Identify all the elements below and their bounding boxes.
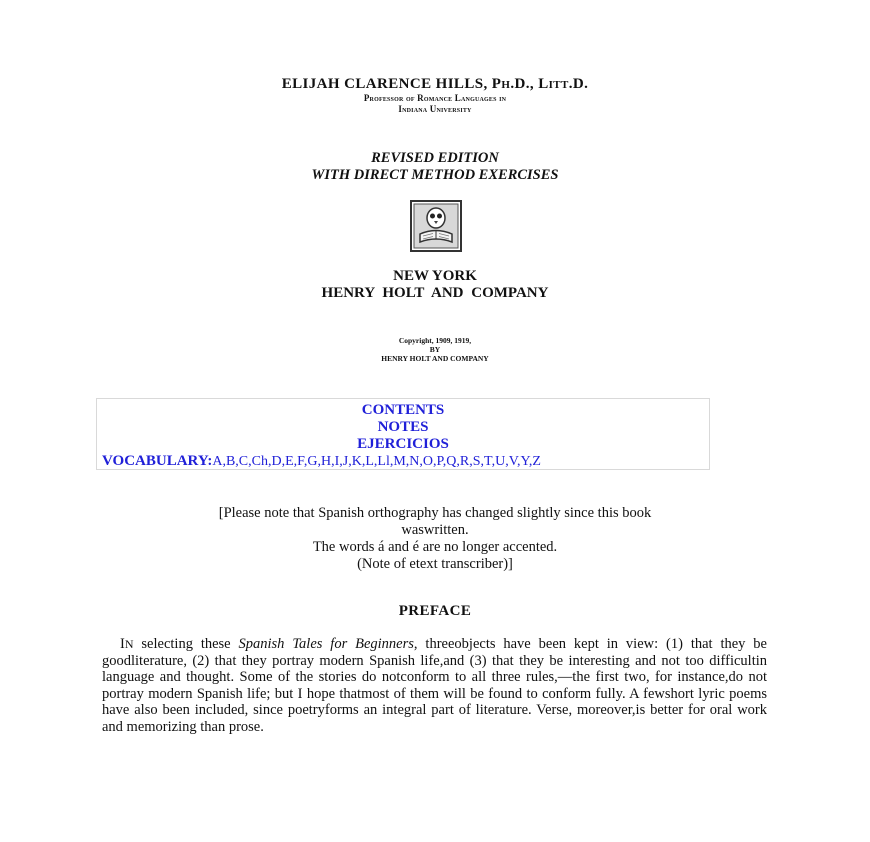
vocabulary-separator: , — [469, 454, 473, 469]
ejercicios-link[interactable]: EJERCICIOS — [357, 436, 449, 452]
vocabulary-separator: , — [281, 454, 286, 469]
vocabulary-letter-link[interactable]: B — [225, 454, 236, 469]
copyright-line-3: HENRY HOLT AND COMPANY — [381, 354, 489, 363]
vocabulary-letter-link[interactable]: Ch — [251, 454, 268, 469]
author-name — [0, 76, 870, 93]
vocabulary-separator: , — [373, 454, 378, 469]
vocabulary-letter-link[interactable]: A — [212, 454, 223, 469]
affiliation-line-2: Indiana University — [398, 104, 472, 114]
note-line-1: [Please note that Spanish orthography has changed slightly since this book — [218, 505, 652, 521]
preface-title: PREFACE — [398, 603, 472, 619]
vocabulary-letter-link[interactable]: N — [409, 454, 420, 469]
vocabulary-separator: , — [303, 454, 308, 469]
vocabulary-separator: , — [405, 454, 410, 469]
vocabulary-separator: , — [348, 454, 352, 469]
vocabulary-letter-link[interactable]: Q — [446, 454, 457, 469]
vocabulary-row — [97, 453, 709, 470]
transcriber-note — [0, 505, 870, 573]
vocabulary-letter-link[interactable]: U — [495, 454, 506, 469]
author-name-text: ELIJAH CLARENCE HILLS, — [281, 76, 488, 92]
vocabulary-letter-links — [212, 453, 541, 469]
vocabulary-separator: , — [331, 454, 335, 469]
publisher-city: NEW YORK — [393, 268, 477, 284]
edition-line-2: WITH DIRECT METHOD EXERCISES — [311, 167, 559, 183]
vocabulary-letter-link[interactable]: V — [508, 454, 517, 469]
vocabulary-separator: , — [456, 454, 460, 469]
vocabulary-separator: , — [339, 454, 343, 469]
vocabulary-separator: , — [419, 454, 423, 469]
vocabulary-letter-link[interactable]: F — [297, 454, 304, 469]
vocabulary-letter-link[interactable]: O — [422, 454, 434, 469]
vocabulary-letter-link[interactable]: T — [484, 454, 492, 469]
vocabulary-letter-link[interactable]: G — [307, 454, 318, 469]
vocabulary-separator: , — [235, 454, 239, 469]
publisher-company: HENRY HOLT AND COMPANY — [321, 285, 549, 301]
note-line-2: waswritten. — [401, 522, 469, 538]
edition-title — [0, 150, 870, 184]
vocabulary-letter-link[interactable]: I — [334, 454, 340, 469]
author-affiliation — [0, 93, 870, 115]
preface-text-2: , threeobjects have been kept in view: (1) that they be goodliterature, (2) that they portray modern Spanish life,and (3) that they be interesting and not too difficultin language and thought. Some of the stories do notconform to all three rules,—the first two, for instance,do not portray modern Spanish life; but I hope thatmost of them will be found to conform fully. A fewshort lyric poems have also been included, since poetryforms an integral part of literature. Verse, moreover,is better for oral work and memorizing than prose. — [102, 636, 767, 735]
navigation-box — [96, 398, 710, 470]
edition-line-1: REVISED EDITION — [371, 150, 499, 166]
preface-book-title: Spanish Tales for Beginners — [238, 636, 414, 652]
publisher-block — [0, 268, 870, 302]
vocabulary-letter-link[interactable]: C — [238, 454, 249, 469]
copyright-line-1: Copyright, 1909, 1919, — [398, 336, 472, 345]
vocabulary-separator: , — [389, 454, 394, 469]
author-degree-phd: PH.D., — [491, 76, 535, 92]
vocabulary-separator: , — [361, 454, 366, 469]
contents-link[interactable]: CONTENTS — [361, 402, 445, 418]
vocabulary-separator: , — [317, 454, 321, 469]
vocabulary-letter-link[interactable]: R — [459, 454, 470, 469]
vocabulary-letter-link[interactable]: J — [342, 454, 349, 469]
vocabulary-separator: , — [433, 454, 437, 469]
vocabulary-separator: , — [528, 454, 533, 469]
vocabulary-separator: , — [248, 454, 252, 469]
vocabulary-separator: , — [267, 454, 272, 469]
vocabulary-letter-link[interactable]: M — [393, 454, 406, 469]
vocabulary-letter-link[interactable]: Ll — [377, 454, 390, 469]
vocabulary-separator: , — [222, 454, 226, 469]
vocabulary-separator: , — [491, 454, 496, 469]
preface-text-1: selecting these — [133, 636, 239, 652]
note-line-3: The words á and é are no longer accented. — [312, 539, 558, 555]
publisher-emblem-icon — [410, 200, 462, 252]
vocabulary-letter-link[interactable]: D — [271, 454, 282, 469]
vocabulary-separator: , — [480, 454, 485, 469]
preface-paragraph — [102, 636, 767, 735]
vocabulary-separator: , — [505, 454, 509, 469]
vocabulary-letter-link[interactable]: E — [285, 454, 294, 469]
author-degree-littd: LITT.D. — [538, 76, 589, 92]
vocabulary-letter-link[interactable]: K — [351, 454, 362, 469]
preface-lead-smallcap: N — [124, 637, 134, 651]
note-line-4: (Note of etext transcriber)] — [357, 556, 513, 572]
vocabulary-letter-link[interactable]: P — [436, 454, 443, 469]
vocabulary-letter-link[interactable]: L — [365, 454, 374, 469]
vocabulary-letter-link[interactable]: S — [472, 454, 481, 469]
vocabulary-letter-link[interactable]: H — [320, 454, 332, 469]
copyright-line-2: BY — [429, 345, 441, 354]
vocabulary-letter-link[interactable]: Y — [520, 454, 529, 469]
vocabulary-colon: : — [207, 453, 213, 469]
vocabulary-separator: , — [517, 454, 521, 469]
vocabulary-label: VOCABULARY — [102, 453, 208, 469]
vocabulary-separator: , — [293, 454, 298, 469]
preface-lead-cap: I — [120, 636, 125, 652]
vocabulary-separator: , — [442, 454, 447, 469]
vocabulary-letter-link[interactable]: Z — [532, 454, 541, 469]
affiliation-line-1: Professor of Romance Languages in — [363, 93, 507, 103]
notes-link[interactable]: NOTES — [377, 419, 429, 435]
copyright-block — [0, 336, 870, 363]
